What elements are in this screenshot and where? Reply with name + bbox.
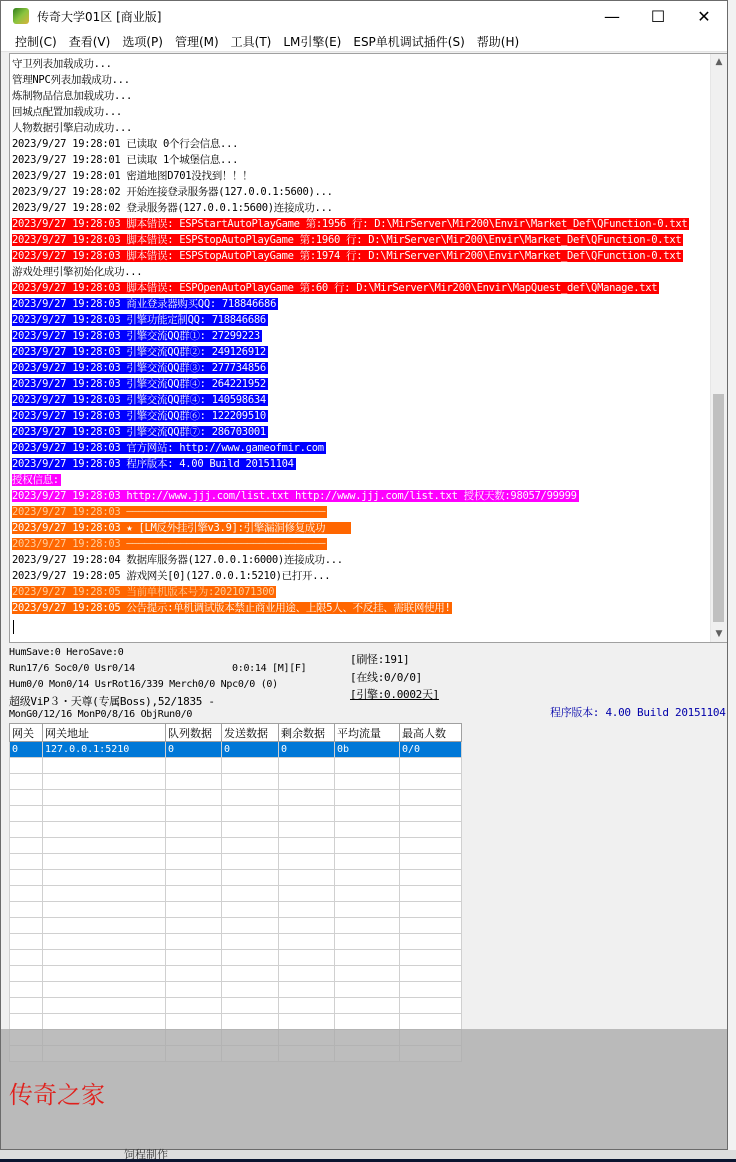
table-cell[interactable] <box>279 934 335 950</box>
log-line-text: 2023/9/27 19:28:03 http://www.jjj.com/list.txt http://www.jjj.com/list.txt 授权天数:98057/99999 <box>12 490 577 502</box>
log-line-text: 2023/9/27 19:28:02 开始连接登录服务器(127.0.0.1:5600)... <box>12 186 333 198</box>
menu-options[interactable]: 选项(P) <box>122 34 163 49</box>
log-line <box>12 424 711 440</box>
table-row-empty[interactable] <box>10 870 462 886</box>
table-cell[interactable]: 0 <box>10 742 43 758</box>
table-cell[interactable] <box>222 774 279 790</box>
table-cell[interactable] <box>166 838 222 854</box>
table-cell[interactable] <box>279 854 335 870</box>
table-cell[interactable] <box>279 918 335 934</box>
log-line-text: 2023/9/27 19:28:01 密道地图D701没找到！！！ <box>12 170 253 182</box>
table-cell[interactable] <box>279 790 335 806</box>
status-monsters: MonG0/12/16 MonP0/8/16 ObjRun0/0 <box>9 709 193 720</box>
table-cell[interactable] <box>279 758 335 774</box>
log-line-text: 2023/9/27 19:28:03 引擎交流QQ群⑥: 122209510 <box>12 410 266 422</box>
log-line <box>12 376 711 392</box>
log-line-text: 2023/9/27 19:28:03 引擎交流QQ群②: 249126912 <box>12 346 266 358</box>
log-line-text: 2023/9/27 19:28:03 引擎交流QQ群④: 140598634 <box>12 394 266 406</box>
table-cell[interactable] <box>222 934 279 950</box>
table-cell[interactable] <box>279 838 335 854</box>
table-cell[interactable] <box>335 774 400 790</box>
table-row-empty[interactable] <box>10 774 462 790</box>
table-cell[interactable] <box>222 854 279 870</box>
title-bar[interactable] <box>1 1 727 31</box>
table-cell[interactable] <box>222 806 279 822</box>
table-row-empty[interactable] <box>10 838 462 854</box>
table-cell[interactable] <box>400 790 462 806</box>
status-save: HumSave:0 HeroSave:0 <box>9 647 124 658</box>
table-cell[interactable] <box>43 918 166 934</box>
table-cell[interactable] <box>10 838 43 854</box>
log-line-text: 2023/9/27 19:28:03 引擎交流QQ群④: 264221952 <box>12 378 266 390</box>
log-line <box>12 248 711 264</box>
table-cell[interactable] <box>279 966 335 982</box>
table-cell[interactable] <box>335 934 400 950</box>
col-gateway[interactable]: 网关 <box>10 724 43 742</box>
table-cell[interactable]: 0 <box>166 742 222 758</box>
log-line <box>12 56 711 72</box>
col-avg-traffic[interactable]: 平均流量 <box>335 724 400 742</box>
table-cell[interactable] <box>166 886 222 902</box>
table-cell[interactable] <box>400 758 462 774</box>
menu-lm-engine[interactable]: LM引擎(E) <box>283 34 342 49</box>
table-cell[interactable] <box>222 966 279 982</box>
table-cell[interactable] <box>10 806 43 822</box>
log-line-text: 游戏处理引擎初始化成功... <box>12 266 143 278</box>
menu-esp-plugin[interactable]: ESP单机调试插件(S) <box>353 34 465 49</box>
table-cell[interactable] <box>335 838 400 854</box>
log-line <box>12 264 711 280</box>
log-scrollbar[interactable] <box>710 54 727 642</box>
log-line-text: 2023/9/27 19:28:03 引擎交流QQ群⑦: 286703001 <box>12 426 266 438</box>
log-line-text: 回城点配置加载成功... <box>12 106 122 118</box>
log-line <box>12 520 711 536</box>
menu-manage[interactable]: 管理(M) <box>174 34 219 49</box>
status-hum: Hum0/0 Mon0/14 UsrRot16/339 Merch0/0 Npc0/0 (0) <box>9 679 278 690</box>
table-cell[interactable] <box>10 918 43 934</box>
table-cell[interactable] <box>10 966 43 982</box>
table-row-empty[interactable] <box>10 822 462 838</box>
table-row-empty[interactable] <box>10 758 462 774</box>
table-cell[interactable] <box>166 822 222 838</box>
log-line-text: 2023/9/27 19:28:03 引擎功能定制QQ: 718846686 <box>12 314 266 326</box>
table-cell[interactable] <box>43 966 166 982</box>
log-line-text: 2023/9/27 19:28:05 当前单机版本号为:2021071300 <box>12 586 275 598</box>
gateway-table <box>9 723 462 1062</box>
table-cell[interactable] <box>222 1014 279 1030</box>
log-line <box>12 584 711 600</box>
taskbar-folder-label: 饲程制作 <box>124 1148 168 1161</box>
log-line <box>12 536 711 552</box>
table-cell[interactable] <box>279 982 335 998</box>
table-cell[interactable] <box>279 870 335 886</box>
log-line <box>12 72 711 88</box>
log-line-text: 授权信息: <box>12 474 59 486</box>
table-row-empty[interactable] <box>10 982 462 998</box>
table-cell[interactable] <box>400 918 462 934</box>
log-line <box>12 104 711 120</box>
table-row[interactable] <box>10 742 462 758</box>
log-line <box>12 200 711 216</box>
table-cell[interactable] <box>166 934 222 950</box>
table-cell[interactable] <box>43 806 166 822</box>
table-cell[interactable] <box>43 886 166 902</box>
table-row-empty[interactable] <box>10 934 462 950</box>
table-cell[interactable] <box>10 998 43 1014</box>
log-line-text: 2023/9/27 19:28:04 数据库服务器(127.0.0.1:6000)连接成功... <box>12 554 343 566</box>
table-cell[interactable] <box>222 950 279 966</box>
table-row-empty[interactable] <box>10 790 462 806</box>
table-cell[interactable] <box>166 902 222 918</box>
log-line-text: 2023/9/27 19:28:02 登录服务器(127.0.0.1:5600)连接成功... <box>12 202 333 214</box>
log-line-text: 2023/9/27 19:28:03 脚本错误: ESPStartAutoPlayGame 第:1956 行: D:\MirServer\Mir200\Envir\Market_Def\QFunction-0.txt <box>12 218 688 230</box>
table-cell[interactable] <box>222 998 279 1014</box>
log-line-text: 守卫列表加载成功... <box>12 58 112 70</box>
table-cell[interactable] <box>335 822 400 838</box>
table-cell[interactable]: 0 <box>279 742 335 758</box>
table-cell[interactable] <box>10 870 43 886</box>
table-cell[interactable] <box>166 758 222 774</box>
taskbar-strip <box>0 1150 736 1159</box>
table-cell[interactable] <box>43 758 166 774</box>
log-line <box>12 88 711 104</box>
table-cell[interactable] <box>222 870 279 886</box>
status-refresh: [刷怪:191] <box>350 653 410 666</box>
table-cell[interactable] <box>279 886 335 902</box>
log-line-text: 2023/9/27 19:28:05 公告提示:单机调试版本禁止商业用途、上限5人、不反挂、需联网使用! <box>12 602 451 614</box>
table-cell[interactable] <box>10 854 43 870</box>
table-cell[interactable] <box>400 934 462 950</box>
table-cell[interactable] <box>335 918 400 934</box>
table-cell[interactable] <box>166 774 222 790</box>
table-cell[interactable] <box>335 982 400 998</box>
table-cell[interactable] <box>335 1014 400 1030</box>
table-row-empty[interactable] <box>10 998 462 1014</box>
table-cell[interactable] <box>10 934 43 950</box>
log-line <box>12 216 711 232</box>
table-cell[interactable] <box>166 998 222 1014</box>
log-line-text: 2023/9/27 19:28:03 ★ [LM反外挂引擎v3.9]:引擎漏洞修复成功 <box>12 522 350 534</box>
log-line <box>12 600 711 616</box>
table-cell[interactable] <box>335 790 400 806</box>
log-line-text: 2023/9/27 19:28:03 商业登录器购买QQ: 718846686 <box>12 298 277 310</box>
table-cell[interactable] <box>222 822 279 838</box>
table-cell[interactable] <box>43 934 166 950</box>
app-icon <box>13 8 29 24</box>
table-cell[interactable] <box>279 998 335 1014</box>
table-cell[interactable] <box>400 838 462 854</box>
table-cell[interactable] <box>43 822 166 838</box>
col-sent-data[interactable]: 发送数据 <box>222 724 279 742</box>
log-line-text: 人物数据引擎启动成功... <box>12 122 133 134</box>
log-line <box>12 344 711 360</box>
scroll-down-icon[interactable]: ▼ <box>715 629 723 639</box>
table-cell[interactable] <box>400 886 462 902</box>
table-cell[interactable] <box>335 902 400 918</box>
table-cell[interactable]: 127.0.0.1:5210 <box>43 742 166 758</box>
table-cell[interactable] <box>335 966 400 982</box>
close-button[interactable]: ✕ <box>697 6 711 26</box>
table-cell[interactable] <box>400 822 462 838</box>
table-row-empty[interactable] <box>10 886 462 902</box>
table-cell[interactable] <box>279 1014 335 1030</box>
table-cell[interactable] <box>10 1014 43 1030</box>
table-cell[interactable] <box>335 998 400 1014</box>
log-line-text: 2023/9/27 19:28:03 引擎交流QQ群③: 277734856 <box>12 362 266 374</box>
table-cell[interactable] <box>166 854 222 870</box>
log-line <box>12 408 711 424</box>
table-cell[interactable] <box>43 870 166 886</box>
table-row-empty[interactable] <box>10 806 462 822</box>
log-line <box>12 360 711 376</box>
col-queue-data[interactable]: 队列数据 <box>166 724 222 742</box>
status-run: Run17/6 Soc0/0 Usr0/14 <box>9 663 135 674</box>
log-line-text: 2023/9/27 19:28:03 官方网站: http://www.gameofmir.com <box>12 442 324 454</box>
table-cell[interactable] <box>166 950 222 966</box>
log-line-text: 2023/9/27 19:28:03 脚本错误: ESPOpenAutoPlayGame 第:60 行: D:\MirServer\Mir200\Envir\MapQuest_def\QManage.txt <box>12 282 658 294</box>
table-cell[interactable] <box>10 902 43 918</box>
background-window-edge <box>728 0 736 1159</box>
table-cell[interactable] <box>222 758 279 774</box>
table-row-empty[interactable] <box>10 902 462 918</box>
log-line-text: 管理NPC列表加载成功... <box>12 74 130 86</box>
log-line <box>12 136 711 152</box>
table-cell[interactable] <box>10 886 43 902</box>
window-title: 传奇大学01区 [商业版] <box>37 9 162 24</box>
log-line <box>12 312 711 328</box>
table-header-row <box>10 724 462 742</box>
table-cell[interactable] <box>166 790 222 806</box>
table-cell[interactable] <box>43 902 166 918</box>
table-cell[interactable]: 0 <box>222 742 279 758</box>
log-line <box>12 568 711 584</box>
table-cell[interactable] <box>400 854 462 870</box>
table-row-empty[interactable] <box>10 854 462 870</box>
table-cell[interactable] <box>222 790 279 806</box>
table-cell[interactable] <box>43 774 166 790</box>
status-panel <box>1 645 728 723</box>
log-line <box>12 280 711 296</box>
log-line-text: 2023/9/27 19:28:03 脚本错误: ESPStopAutoPlayGame 第:1960 行: D:\MirServer\Mir200\Envir\Market_Def\QFunction-0.txt <box>12 234 682 246</box>
table-cell[interactable] <box>400 982 462 998</box>
table-cell[interactable] <box>222 838 279 854</box>
log-line <box>12 168 711 184</box>
minimize-button[interactable]: — <box>604 6 620 26</box>
table-cell[interactable] <box>400 966 462 982</box>
log-line-text: 2023/9/27 19:28:03 程序版本: 4.00 Build 20151104 <box>12 458 294 470</box>
log-line-text: 2023/9/27 19:28:03 ───────────────────────────────── <box>12 538 326 550</box>
table-cell[interactable] <box>10 822 43 838</box>
table-cell[interactable] <box>335 870 400 886</box>
log-line <box>12 296 711 312</box>
log-line <box>12 328 711 344</box>
table-cell[interactable] <box>43 982 166 998</box>
table-row-empty[interactable] <box>10 950 462 966</box>
table-cell[interactable] <box>43 1014 166 1030</box>
log-line-text: 2023/9/27 19:28:03 脚本错误: ESPStopAutoPlayGame 第:1974 行: D:\MirServer\Mir200\Envir\Market_Def\QFunction-0.txt <box>12 250 682 262</box>
table-cell[interactable] <box>279 774 335 790</box>
table-cell[interactable] <box>400 902 462 918</box>
status-version: 程序版本: 4.00 Build 20151104 <box>550 706 726 719</box>
table-cell[interactable] <box>43 838 166 854</box>
table-cell[interactable]: 0/0 <box>400 742 462 758</box>
maximize-button[interactable]: ☐ <box>650 6 666 26</box>
table-cell[interactable] <box>279 902 335 918</box>
table-cell[interactable] <box>279 806 335 822</box>
scroll-up-icon[interactable]: ▲ <box>715 57 723 67</box>
table-row-empty[interactable] <box>10 1014 462 1030</box>
table-cell[interactable] <box>10 982 43 998</box>
log-line-text: 2023/9/27 19:28:01 已读取 0个行会信息... <box>12 138 239 150</box>
log-line-text: 2023/9/27 19:28:05 游戏网关[0](127.0.0.1:5210)已打开... <box>12 570 331 582</box>
table-cell[interactable] <box>400 950 462 966</box>
table-cell[interactable] <box>166 806 222 822</box>
col-gateway-address[interactable]: 网关地址 <box>43 724 166 742</box>
scroll-thumb[interactable] <box>713 394 724 622</box>
table-cell[interactable] <box>279 950 335 966</box>
table-cell[interactable] <box>222 982 279 998</box>
table-cell[interactable] <box>43 854 166 870</box>
watermark-text: 传奇之家 <box>9 1081 105 1109</box>
table-cell[interactable] <box>279 822 335 838</box>
table-cell[interactable] <box>43 998 166 1014</box>
menu-help[interactable]: 帮助(H) <box>476 34 520 49</box>
log-line <box>12 488 711 504</box>
table-cell[interactable] <box>400 998 462 1014</box>
table-cell[interactable] <box>222 902 279 918</box>
log-line-text: 2023/9/27 19:28:03 引擎交流QQ群①: 27299223 <box>12 330 260 342</box>
table-cell[interactable] <box>400 870 462 886</box>
col-remaining-data[interactable]: 剩余数据 <box>279 724 335 742</box>
table-cell[interactable] <box>43 950 166 966</box>
table-cell[interactable] <box>166 1014 222 1030</box>
grey-overlay <box>1 1029 728 1150</box>
table-cell[interactable] <box>166 982 222 998</box>
table-cell[interactable] <box>335 950 400 966</box>
log-line-text: 2023/9/27 19:28:01 已读取 1个城堡信息... <box>12 154 239 166</box>
table-cell[interactable] <box>400 1014 462 1030</box>
log-line <box>12 440 711 456</box>
table-cell[interactable]: 0b <box>335 742 400 758</box>
table-cell[interactable] <box>222 886 279 902</box>
log-line <box>12 232 711 248</box>
log-line <box>12 456 711 472</box>
log-line <box>12 120 711 136</box>
table-cell[interactable] <box>10 774 43 790</box>
table-cell[interactable] <box>335 758 400 774</box>
log-output[interactable] <box>9 53 728 643</box>
menu-bar <box>1 31 727 52</box>
status-vip: 超级ViP３・天尊(专属Boss),52/1835 - <box>9 695 215 708</box>
menu-tools[interactable]: 工具(T) <box>230 34 272 49</box>
log-line <box>12 472 711 488</box>
table-cell[interactable] <box>166 918 222 934</box>
log-line <box>12 152 711 168</box>
text-caret <box>13 620 14 634</box>
table-cell[interactable] <box>335 854 400 870</box>
table-cell[interactable] <box>166 870 222 886</box>
table-cell[interactable] <box>166 966 222 982</box>
table-cell[interactable] <box>335 806 400 822</box>
status-online: [在线:0/0/0] <box>350 671 422 684</box>
log-line <box>12 504 711 520</box>
menu-control[interactable]: 控制(C) <box>15 34 57 49</box>
log-line <box>12 184 711 200</box>
status-time: 0:0:14 [M][F] <box>232 663 307 674</box>
table-cell[interactable] <box>400 806 462 822</box>
menu-view[interactable]: 查看(V) <box>68 34 111 49</box>
table-cell[interactable] <box>10 950 43 966</box>
col-max-users[interactable]: 最高人数 <box>400 724 462 742</box>
status-engine: [引擎:0.0002天] <box>350 688 440 701</box>
table-cell[interactable] <box>400 774 462 790</box>
table-cell[interactable] <box>10 758 43 774</box>
log-line-text: 炼制物品信息加载成功... <box>12 90 133 102</box>
table-cell[interactable] <box>335 886 400 902</box>
table-cell[interactable] <box>10 790 43 806</box>
table-cell[interactable] <box>222 918 279 934</box>
table-row-empty[interactable] <box>10 918 462 934</box>
log-lines <box>12 56 711 616</box>
table-row-empty[interactable] <box>10 966 462 982</box>
log-line <box>12 552 711 568</box>
log-line <box>12 392 711 408</box>
table-cell[interactable] <box>43 790 166 806</box>
log-line-text: 2023/9/27 19:28:03 ───────────────────────────────── <box>12 506 326 518</box>
